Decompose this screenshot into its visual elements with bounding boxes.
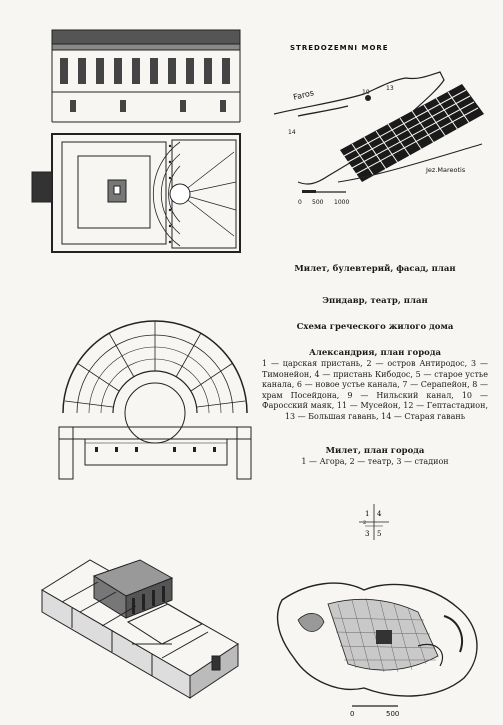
caption-alexandria-legend: 1 — царская пристань, 2 — остров Антиродос, 3 — Тимонейон, 4 — пристань Кибодос, 5 — старое устье канала, 6 — новое устье канала, 7 — Серапейон, 8 — храм Посейдона, 9 — Нильский канал, 10 — Фаросский маяк, 11 — Мусейон, 12 — Гептастадион, 13 — Большая гавань, 14 — Старая гавань — [262, 359, 488, 421]
caption-house-wrap — [262, 322, 488, 333]
miletus-scale — [350, 706, 399, 718]
caption-greek-house: Схема греческого жилого дома — [296, 322, 454, 332]
num-13: 13 — [386, 85, 394, 92]
theatre-figure — [55, 305, 255, 490]
alexandria-drawing — [268, 36, 493, 211]
sea-label: STREDOZEMNI MORE — [290, 44, 389, 52]
caption-miletus-plan-legend: 1 — Агора, 2 — театр, 3 — стадион — [301, 457, 449, 466]
caption-epidaurus-theatre: Эпидавр, театр, план — [322, 296, 428, 306]
caption-block — [262, 264, 488, 275]
greek-house-figure — [32, 548, 247, 718]
theatre-drawing — [55, 305, 255, 490]
miletus-scale-0: 0 — [350, 710, 355, 718]
alexandria-map — [268, 36, 493, 211]
key-q3: 3 — [365, 530, 370, 538]
lake-label: Jez.Mareotis — [426, 166, 466, 174]
caption-alexandria-wrap — [262, 348, 488, 422]
alexandria-scale — [298, 190, 349, 206]
caption-epidaurus-wrap — [262, 296, 488, 307]
scale-500-label: 500 — [312, 199, 324, 206]
num-14: 14 — [288, 129, 296, 136]
key-top-mark: 2 — [363, 520, 367, 526]
scale-1000-label: 1000 — [334, 199, 350, 206]
bouleuterion-drawing — [30, 22, 250, 262]
caption-alexandria-title: Александрия, план города — [308, 348, 442, 358]
page-key-diagram — [357, 502, 391, 542]
bouleuterion-facade — [52, 30, 240, 122]
miletus-map — [268, 560, 493, 720]
miletus-drawing — [268, 560, 493, 720]
faros-label: Faros — [292, 88, 315, 102]
key-diagram-drawing — [357, 502, 391, 542]
bouleuterion-figure — [30, 22, 250, 262]
num-10: 10 — [362, 89, 370, 96]
key-q1: 1 — [365, 510, 370, 518]
greek-house-drawing — [32, 548, 247, 718]
bouleuterion-plan — [32, 134, 240, 252]
miletus-scale-500: 500 — [386, 710, 400, 718]
miletus-grid — [298, 598, 462, 672]
key-q4: 5 — [377, 530, 382, 538]
caption-miletus-plan-title: Милет, план города — [325, 446, 425, 456]
scale-0-label: 0 — [298, 199, 302, 206]
caption-miletus-bouleuterion: Милет, булевтерий, фасад, план — [294, 264, 456, 274]
key-q2: 4 — [377, 510, 382, 518]
caption-miletus-plan-wrap — [262, 446, 488, 468]
